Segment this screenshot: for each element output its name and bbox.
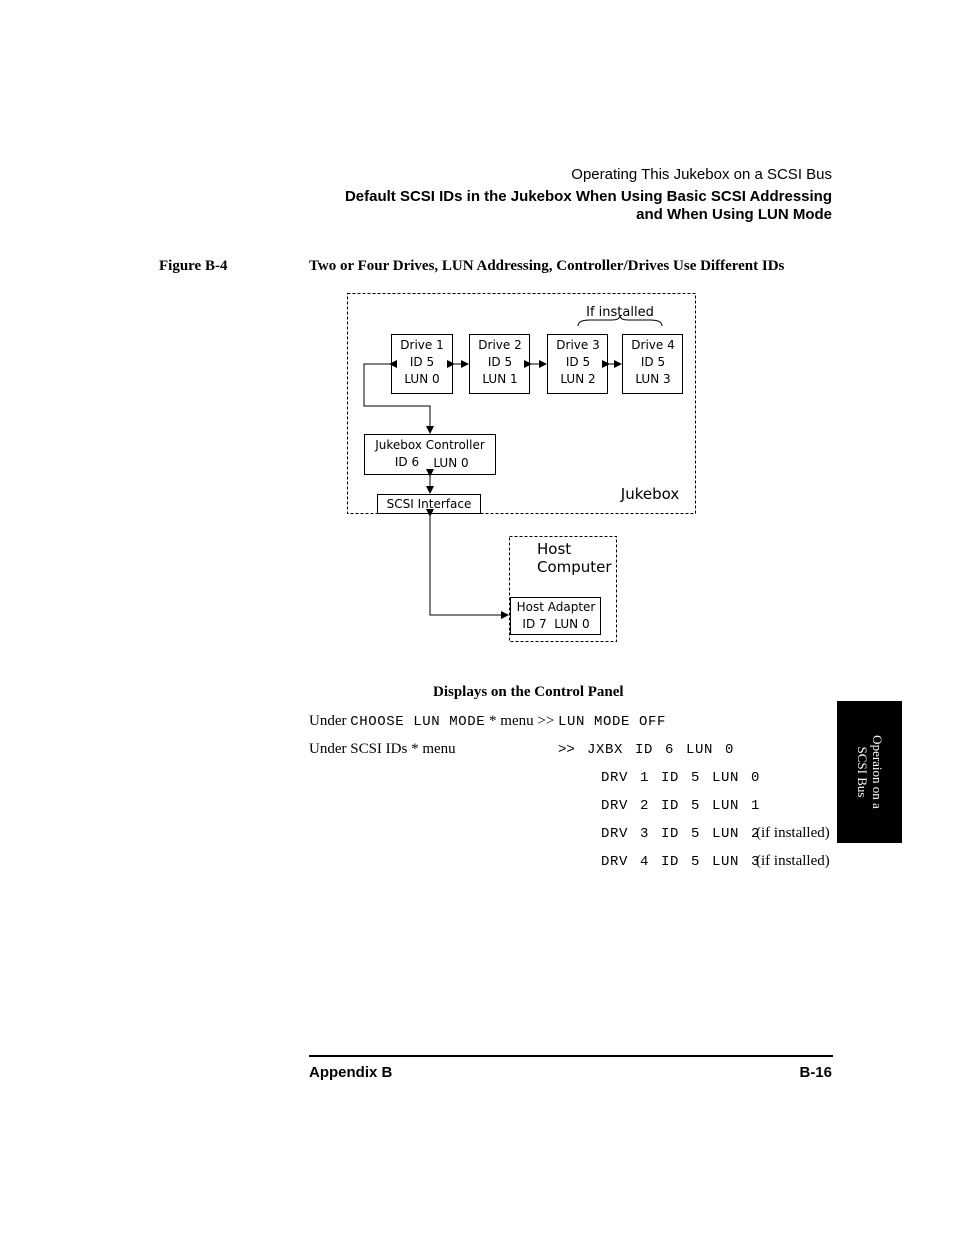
display-drv4-note: (if installed) [756,853,830,869]
scsi-interface-box [378,495,481,514]
host-adapter-box [511,598,601,635]
jukebox-controller-box [365,435,496,475]
figure-title: Two or Four Drives, LUN Addressing, Controller/Drives Use Different IDs [309,258,785,274]
display-drv1-code: DRV 1 ID 5 LUN 0 [601,770,761,786]
display-line1-middle: * menu >> [485,713,559,729]
display-line1-prefix: Under [309,713,351,729]
drive-4-id: ID 5 [640,355,666,369]
display-drv3-note: (if installed) [756,825,830,841]
drive-2-lun: LUN 1 [482,372,518,386]
displays-title: Displays on the Control Panel [433,684,624,700]
host-adapter-name: Host Adapter [516,600,596,614]
display-drv4-code: DRV 4 ID 5 LUN 3 [601,854,761,870]
host-adapter-id-lun: ID 7 LUN 0 [522,617,590,631]
display-line1-code2: LUN MODE OFF [558,714,667,730]
host-label-line2: Computer [537,558,612,576]
controller-lun: LUN 0 [433,456,469,470]
drive-1-name: Drive 1 [400,338,444,352]
drive-1-box [392,335,453,394]
jukebox-label: Jukebox [620,485,680,503]
running-header-title-line1: Default SCSI IDs in the Jukebox When Using Basic SCSI Addressing [344,188,832,205]
section-thumb-tab-text [855,735,885,809]
controller-name: Jukebox Controller [375,438,485,452]
section-thumb-tab [837,701,902,843]
drive-3-name: Drive 3 [556,338,600,352]
interface-to-host-link [430,516,508,615]
display-line-lun-mode [309,713,666,730]
drive-1-lun: LUN 0 [404,372,440,386]
drive-1-id: ID 5 [409,355,435,369]
running-header-section: Operating This Jukebox on a SCSI Bus [571,166,832,183]
display-line1-code1: CHOOSE LUN MODE [350,714,486,730]
drive-3-id: ID 5 [565,355,591,369]
drive-3-lun: LUN 2 [560,372,596,386]
drive-3-box [548,335,608,394]
host-label-line1: Host [537,540,572,558]
footer-appendix: Appendix B [309,1064,393,1081]
thumb-tab-line2: SCSI Bus [854,746,870,798]
display-line2-arrow: >> [558,742,575,758]
drive-2-id: ID 5 [487,355,513,369]
footer-rule [309,1055,833,1057]
drive-2-name: Drive 2 [478,338,522,352]
display-line-scsi-ids: Under SCSI IDs * menu [309,741,456,757]
display-line2-code: JXBX ID 6 LUN 0 [587,742,735,758]
drive-4-box [623,335,683,394]
scsi-interface-label: SCSI Interface [386,497,472,511]
display-drv2-code: DRV 2 ID 5 LUN 1 [601,798,761,814]
drive-4-name: Drive 4 [631,338,675,352]
thumb-tab-line1: Operaion on a [869,735,885,809]
display-drv3-code: DRV 3 ID 5 LUN 2 [601,826,761,842]
if-installed-label: If installed [586,305,654,320]
controller-id: ID 6 [394,455,420,469]
drive-2-box [470,335,530,394]
figure-label: Figure B-4 [159,258,228,274]
jukebox-outline [348,294,696,514]
drive-4-lun: LUN 3 [635,372,671,386]
running-header-title-line2: and When Using LUN Mode [636,206,832,223]
footer-page-number: B-16 [799,1064,832,1081]
